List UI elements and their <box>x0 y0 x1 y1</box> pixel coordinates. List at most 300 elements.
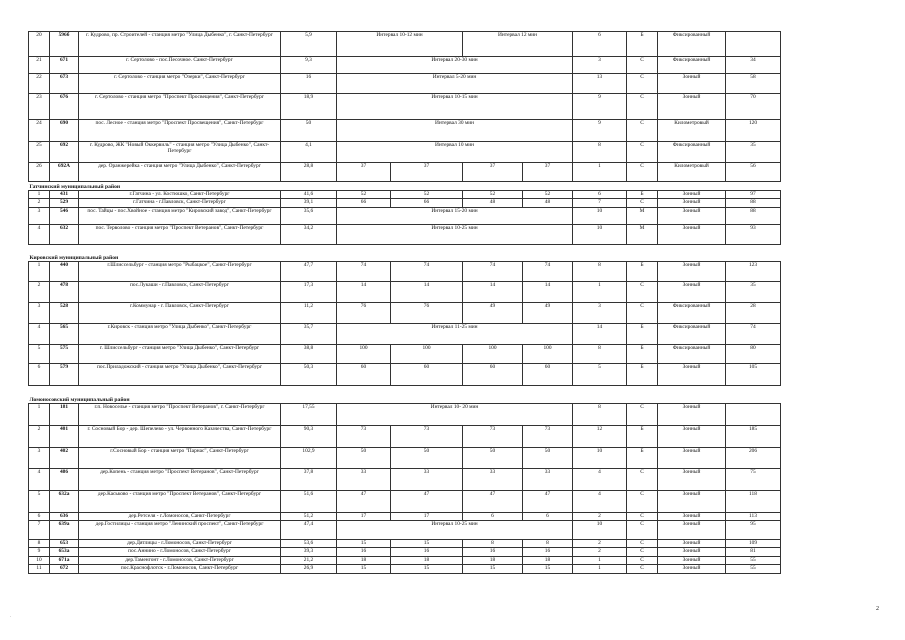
trips-2: 15 <box>391 540 463 548</box>
trips-4: 16 <box>523 548 573 557</box>
vehicle-count: 2 <box>573 540 627 548</box>
trips-1: Интервал 15-20 мин <box>337 208 573 225</box>
route-length: 50,3 <box>281 364 337 386</box>
fare-price <box>726 32 781 57</box>
fare-type: Зонный <box>658 469 726 491</box>
route-description: г.Гатчина - г.Павловск, Санкт-Петербург <box>79 199 281 208</box>
section-row <box>29 386 781 404</box>
trips-3: Интервал 12 мин <box>463 32 573 57</box>
fare-type: Фиксированный <box>658 57 726 74</box>
route-number: 478 <box>50 282 79 303</box>
trips-4: 74 <box>523 262 573 282</box>
row-index: 9 <box>29 548 50 557</box>
vehicle-count: 9 <box>573 94 627 120</box>
trips-2: 66 <box>391 199 463 208</box>
trips-1: Интервал 20-30 мин <box>337 57 573 74</box>
fare-type: Зонный <box>658 199 726 208</box>
fare-type: Фиксированный <box>658 324 726 345</box>
fare-type: Зонный <box>658 557 726 565</box>
trips-1: 47 <box>337 491 391 513</box>
table-row <box>29 426 781 448</box>
row-index: 1 <box>29 191 50 199</box>
fare-type: Зонный <box>658 521 726 540</box>
route-number: 565 <box>50 324 79 345</box>
vehicle-count: 7 <box>573 199 627 208</box>
trips-1: 76 <box>337 303 391 324</box>
route-description: дер.Копень - станция метро "Проспект Ветеранов", Санкт-Петербург <box>79 469 281 491</box>
route-length: 102,9 <box>281 448 337 469</box>
route-length: 21,2 <box>281 557 337 565</box>
vehicle-count: 10 <box>573 521 627 540</box>
table-row <box>29 364 781 386</box>
vehicle-class: М <box>627 208 658 225</box>
trips-1: 37 <box>337 163 391 182</box>
trips-4: 18 <box>523 557 573 565</box>
fare-type: Зонный <box>658 364 726 386</box>
route-length: 50 <box>281 120 337 142</box>
vehicle-count: 9 <box>573 120 627 142</box>
fare-price: 56 <box>726 163 781 182</box>
vehicle-class: Б <box>627 448 658 469</box>
row-index: 21 <box>29 57 50 74</box>
trips-2: 16 <box>391 548 463 557</box>
section-row <box>29 245 781 262</box>
route-description: г. Шлиссельбург - станция метро "Улица Дыбенко", Санкт-Петербург <box>79 345 281 364</box>
trips-3: 48 <box>463 199 523 208</box>
vehicle-class: С <box>627 199 658 208</box>
trips-1: 66 <box>337 199 391 208</box>
route-number: 653а <box>50 548 79 557</box>
vehicle-class: С <box>627 491 658 513</box>
table-row <box>29 469 781 491</box>
table-row <box>29 303 781 324</box>
trips-1: 18 <box>337 557 391 565</box>
vehicle-count: 10 <box>573 225 627 245</box>
trips-1: Интервал 10-25 мин <box>337 521 573 540</box>
row-index: 3 <box>29 303 50 324</box>
vehicle-class: Б <box>627 426 658 448</box>
fare-price: 81 <box>726 548 781 557</box>
route-number: 402 <box>50 448 79 469</box>
row-index: 25 <box>29 142 50 163</box>
trips-1: Интервал 30 мин <box>337 120 573 142</box>
table-row <box>29 74 781 94</box>
trips-1: Интервал 10 мин <box>337 142 573 163</box>
route-description: пос.Аннино - г.Ломоносов, Санкт-Петербург <box>79 548 281 557</box>
table-row <box>29 548 781 557</box>
trips-1: 33 <box>337 469 391 491</box>
fare-price: 123 <box>726 262 781 282</box>
vehicle-class: С <box>627 74 658 94</box>
route-description: г. Сертолово - станция метро "Озерки", Санкт-Петербург <box>79 74 281 94</box>
table-row <box>29 513 781 521</box>
vehicle-count: 4 <box>573 491 627 513</box>
vehicle-count: 8 <box>573 142 627 163</box>
trips-3: 50 <box>463 448 523 469</box>
vehicle-class: С <box>627 557 658 565</box>
route-description: г.Коммунар - г. Павловск, Санкт-Петербург <box>79 303 281 324</box>
trips-3: 52 <box>463 191 523 199</box>
route-number: 486 <box>50 469 79 491</box>
table-row <box>29 521 781 540</box>
table-row <box>29 557 781 565</box>
row-index: 4 <box>29 225 50 245</box>
vehicle-class: С <box>627 565 658 574</box>
vehicle-count: 1 <box>573 163 627 182</box>
table-row <box>29 565 781 574</box>
vehicle-class: С <box>627 120 658 142</box>
table-row <box>29 491 781 513</box>
fare-price: 28 <box>726 303 781 324</box>
route-number: 653 <box>50 540 79 548</box>
vehicle-count: 14 <box>573 324 627 345</box>
route-description: г.Кировск - станция метро "Улица Дыбенко", Санкт-Петербург <box>79 324 281 345</box>
table-row <box>29 142 781 163</box>
vehicle-count: 5 <box>573 364 627 386</box>
route-number: 431 <box>50 191 79 199</box>
route-number: 671а <box>50 557 79 565</box>
vehicle-class: Б <box>627 345 658 364</box>
table-row <box>29 404 781 426</box>
route-description: дер.Гостилицы - станция метро "Ленинский проспект", Санкт-Петербург <box>79 521 281 540</box>
vehicle-class: Б <box>627 324 658 345</box>
route-description: г.п. Новоселье - станция метро "Проспект Ветеранов", г. Санкт-Петербург <box>79 404 281 426</box>
trips-1: 52 <box>337 191 391 199</box>
route-description: дер.Каськово - станция метро "Проспект Ветеранов", Санкт-Петербург <box>79 491 281 513</box>
fare-price: 88 <box>726 208 781 225</box>
trips-4: 48 <box>523 199 573 208</box>
row-index: 4 <box>29 324 50 345</box>
trips-1: Интервал 10-15 мин <box>337 94 573 120</box>
trips-4: 52 <box>523 191 573 199</box>
vehicle-class: М <box>627 225 658 245</box>
trips-3: 73 <box>463 426 523 448</box>
route-number: 528 <box>50 303 79 324</box>
fare-price: 80 <box>726 345 781 364</box>
vehicle-count: 8 <box>573 345 627 364</box>
fare-type: Зонный <box>658 191 726 199</box>
fare-type: Зонный <box>658 491 726 513</box>
table-row <box>29 282 781 303</box>
route-number: 672 <box>50 565 79 574</box>
table-row <box>29 262 781 282</box>
fare-price: 35 <box>726 282 781 303</box>
fare-type: Зонный <box>658 74 726 94</box>
trips-1: Интервал 11-25 мин <box>337 324 573 345</box>
route-description: дер.Дятлицы - г.Ломоносов, Санкт-Петербург <box>79 540 281 548</box>
row-index: 23 <box>29 94 50 120</box>
table-row <box>29 208 781 225</box>
trips-2: 15 <box>391 565 463 574</box>
route-length: 34,2 <box>281 225 337 245</box>
trips-3: 18 <box>463 557 523 565</box>
route-number: 676 <box>50 94 79 120</box>
table-row <box>29 191 781 199</box>
route-table <box>28 31 781 574</box>
route-length: 37,8 <box>281 469 337 491</box>
trips-1: 100 <box>337 345 391 364</box>
vehicle-count: 3 <box>573 57 627 74</box>
route-length: 18,9 <box>281 94 337 120</box>
fare-price: 35 <box>726 142 781 163</box>
section-row <box>29 182 781 191</box>
route-description: г. Сертолово - пос.Песочное. Санкт-Петербург <box>79 57 281 74</box>
trips-2: 14 <box>391 282 463 303</box>
fare-price: 70 <box>726 94 781 120</box>
trips-2: 37 <box>391 163 463 182</box>
vehicle-class: С <box>627 540 658 548</box>
route-length: 35,6 <box>281 208 337 225</box>
route-description: пос.Лукаши - г.Павловск, Санкт-Петербург <box>79 282 281 303</box>
route-description: г. Кудрово, ЖК "Новый Оккервиль" - станция метро "Улица Дыбенко", Санкт-Петербург <box>79 142 281 163</box>
route-length: 39,3 <box>281 548 337 557</box>
table-row <box>29 163 781 182</box>
fare-type: Километровый <box>658 120 726 142</box>
route-number: 440 <box>50 262 79 282</box>
route-number: 529 <box>50 199 79 208</box>
fare-price: 75 <box>726 469 781 491</box>
vehicle-class: Б <box>627 364 658 386</box>
row-index: 11 <box>29 565 50 574</box>
trips-2: 50 <box>391 448 463 469</box>
vehicle-count: 6 <box>573 32 627 57</box>
route-description: дер. Оранжерейка - станция метро "Улица Дыбенко", Санкт-Петербург <box>79 163 281 182</box>
trips-4: 33 <box>523 469 573 491</box>
table-row <box>29 57 781 74</box>
route-length: 53,6 <box>281 540 337 548</box>
fare-type: Зонный <box>658 548 726 557</box>
trips-1: 16 <box>337 548 391 557</box>
fare-price: 118 <box>726 491 781 513</box>
fare-type: Фиксированный <box>658 142 726 163</box>
trips-1: 17 <box>337 513 391 521</box>
fare-type: Зонный <box>658 94 726 120</box>
fare-price: 95 <box>726 521 781 540</box>
trips-2: 60 <box>391 364 463 386</box>
corner-mark: . <box>10 614 12 619</box>
route-length: 28,8 <box>281 163 337 182</box>
section-title: Ломоносовский муниципальный район <box>29 386 781 404</box>
trips-1: Интервал 10- 20 мин <box>337 404 573 426</box>
vehicle-class: Б <box>627 191 658 199</box>
fare-price: 105 <box>726 364 781 386</box>
trips-2: 52 <box>391 191 463 199</box>
row-index: 20 <box>29 32 50 57</box>
trips-2: 76 <box>391 303 463 324</box>
vehicle-count: 2 <box>573 548 627 557</box>
trips-1: Интервал 10-12 мин <box>337 32 463 57</box>
row-index: 10 <box>29 557 50 565</box>
table-row <box>29 345 781 364</box>
vehicle-class: С <box>627 303 658 324</box>
trips-4: 100 <box>523 345 573 364</box>
route-number: 673 <box>50 74 79 94</box>
fare-type: Зонный <box>658 282 726 303</box>
trips-4: 47 <box>523 491 573 513</box>
route-length: 9,3 <box>281 57 337 74</box>
vehicle-count: 12 <box>573 426 627 448</box>
trips-3: 49 <box>463 303 523 324</box>
table-row <box>29 225 781 245</box>
trips-2: 47 <box>391 491 463 513</box>
route-number: 546 <box>50 208 79 225</box>
route-number: 690 <box>50 120 79 142</box>
vehicle-count: 8 <box>573 262 627 282</box>
route-length: 39,1 <box>281 199 337 208</box>
vehicle-class: С <box>627 94 658 120</box>
route-length: 47,7 <box>281 262 337 282</box>
route-number: 181 <box>50 404 79 426</box>
fare-type: Зонный <box>658 565 726 574</box>
route-number: 596б <box>50 32 79 57</box>
fare-type: Зонный <box>658 426 726 448</box>
fare-price: 97 <box>726 191 781 199</box>
trips-1: 15 <box>337 540 391 548</box>
fare-type: Километровый <box>658 163 726 182</box>
vehicle-class: Б <box>627 32 658 57</box>
trips-2: 100 <box>391 345 463 364</box>
trips-4: 8 <box>523 540 573 548</box>
trips-1: 15 <box>337 565 391 574</box>
row-index: 26 <box>29 163 50 182</box>
trips-1: Интервал 10-25 мин <box>337 225 573 245</box>
trips-3: 60 <box>463 364 523 386</box>
vehicle-class: С <box>627 548 658 557</box>
row-index: 6 <box>29 364 50 386</box>
fare-price: 113 <box>726 513 781 521</box>
route-number: 632а <box>50 491 79 513</box>
table-row <box>29 32 781 57</box>
fare-price: 88 <box>726 199 781 208</box>
route-length: 51,2 <box>281 513 337 521</box>
vehicle-count: 3 <box>573 303 627 324</box>
fare-type: Фиксированный <box>658 32 726 57</box>
trips-1: 14 <box>337 282 391 303</box>
fare-price: 55 <box>726 565 781 574</box>
route-length: 38,8 <box>281 345 337 364</box>
row-index: 7 <box>29 521 50 540</box>
row-index: 24 <box>29 120 50 142</box>
route-number: 575 <box>50 345 79 364</box>
trips-2: 33 <box>391 469 463 491</box>
trips-3: 14 <box>463 282 523 303</box>
table-row <box>29 324 781 345</box>
route-description: г. Кудрово, пр. Строителей - станция метро "Улица Дыбенко", г. Санкт-Петербург <box>79 32 281 57</box>
vehicle-class: С <box>627 521 658 540</box>
row-index: 22 <box>29 74 50 94</box>
trips-3: 74 <box>463 262 523 282</box>
trips-1: 60 <box>337 364 391 386</box>
section-title: Кировский муниципальный район <box>29 245 781 262</box>
trips-4: 49 <box>523 303 573 324</box>
trips-3: 6 <box>463 513 523 521</box>
trips-3: 100 <box>463 345 523 364</box>
trips-1: 73 <box>337 426 391 448</box>
vehicle-count: 6 <box>573 191 627 199</box>
route-length: 35,7 <box>281 324 337 345</box>
table-row <box>29 94 781 120</box>
section-title: Гатчинский муниципальный район <box>29 182 781 191</box>
fare-price: 109 <box>726 540 781 548</box>
vehicle-class: С <box>627 57 658 74</box>
fare-type: Зонный <box>658 262 726 282</box>
trips-4: 6 <box>523 513 573 521</box>
route-length: 47,4 <box>281 521 337 540</box>
route-description: дер.Таменгонт - г.Ломоносов, Санкт-Петербург <box>79 557 281 565</box>
row-index: 6 <box>29 513 50 521</box>
route-length: 41,6 <box>281 191 337 199</box>
fare-type: Фиксированный <box>658 345 726 364</box>
trips-2: 73 <box>391 426 463 448</box>
route-description: дер.Ретселя - г.Ломоносов, Санкт-Петербург <box>79 513 281 521</box>
trips-4: 73 <box>523 426 573 448</box>
route-number: 671 <box>50 57 79 74</box>
vehicle-count: 10 <box>573 448 627 469</box>
route-number: 401 <box>50 426 79 448</box>
fare-type: Зонный <box>658 448 726 469</box>
row-index: 2 <box>29 282 50 303</box>
route-description: г.Шлиссельбург - станция метро "Рыбацкое", Санкт-Петербург <box>79 262 281 282</box>
vehicle-count: 2 <box>573 513 627 521</box>
route-length: 16 <box>281 74 337 94</box>
trips-1: Интервал 5-20 мин <box>337 74 573 94</box>
route-length: 4,1 <box>281 142 337 163</box>
fare-price: 185 <box>726 426 781 448</box>
row-index: 2 <box>29 426 50 448</box>
fare-price: 74 <box>726 324 781 345</box>
row-index: 3 <box>29 448 50 469</box>
trips-3: 15 <box>463 565 523 574</box>
trips-1: 50 <box>337 448 391 469</box>
vehicle-count: 1 <box>573 557 627 565</box>
route-description: пос. Терволово - станция метро "Проспект Ветеранов", Санкт-Петербург <box>79 225 281 245</box>
route-number: 639а <box>50 521 79 540</box>
trips-3: 37 <box>463 163 523 182</box>
route-number: 636 <box>50 513 79 521</box>
route-length: 17,55 <box>281 404 337 426</box>
route-description: пос.Приладожский - станция метро "Улица Дыбенко", Санкт-Петербург <box>79 364 281 386</box>
route-length: 5,9 <box>281 32 337 57</box>
table-row <box>29 540 781 548</box>
route-length: 26,9 <box>281 565 337 574</box>
route-description: г. Сертолово - станция метро "Проспект Просвещения", Санкт-Петербург <box>79 94 281 120</box>
route-length: 11,2 <box>281 303 337 324</box>
trips-4: 15 <box>523 565 573 574</box>
route-number: 692 <box>50 142 79 163</box>
fare-type: Зонный <box>658 540 726 548</box>
fare-price: 206 <box>726 448 781 469</box>
route-description: г.Сосновый Бор - станция метро "Парнас", Санкт-Петербург <box>79 448 281 469</box>
route-length: 90,3 <box>281 426 337 448</box>
row-index: 5 <box>29 491 50 513</box>
route-description: пос.Краснофлотск - г.Ломоносов, Санкт-Петербург <box>79 565 281 574</box>
vehicle-class: Б <box>627 262 658 282</box>
route-number: 632 <box>50 225 79 245</box>
row-index: 3 <box>29 208 50 225</box>
row-index: 2 <box>29 199 50 208</box>
vehicle-count: 1 <box>573 282 627 303</box>
trips-4: 14 <box>523 282 573 303</box>
trips-4: 50 <box>523 448 573 469</box>
fare-type: Зонный <box>658 225 726 245</box>
vehicle-class: С <box>627 142 658 163</box>
vehicle-class: С <box>627 469 658 491</box>
route-length: 17,3 <box>281 282 337 303</box>
vehicle-count: 1 <box>573 565 627 574</box>
trips-3: 33 <box>463 469 523 491</box>
trips-2: 74 <box>391 262 463 282</box>
table-row <box>29 120 781 142</box>
